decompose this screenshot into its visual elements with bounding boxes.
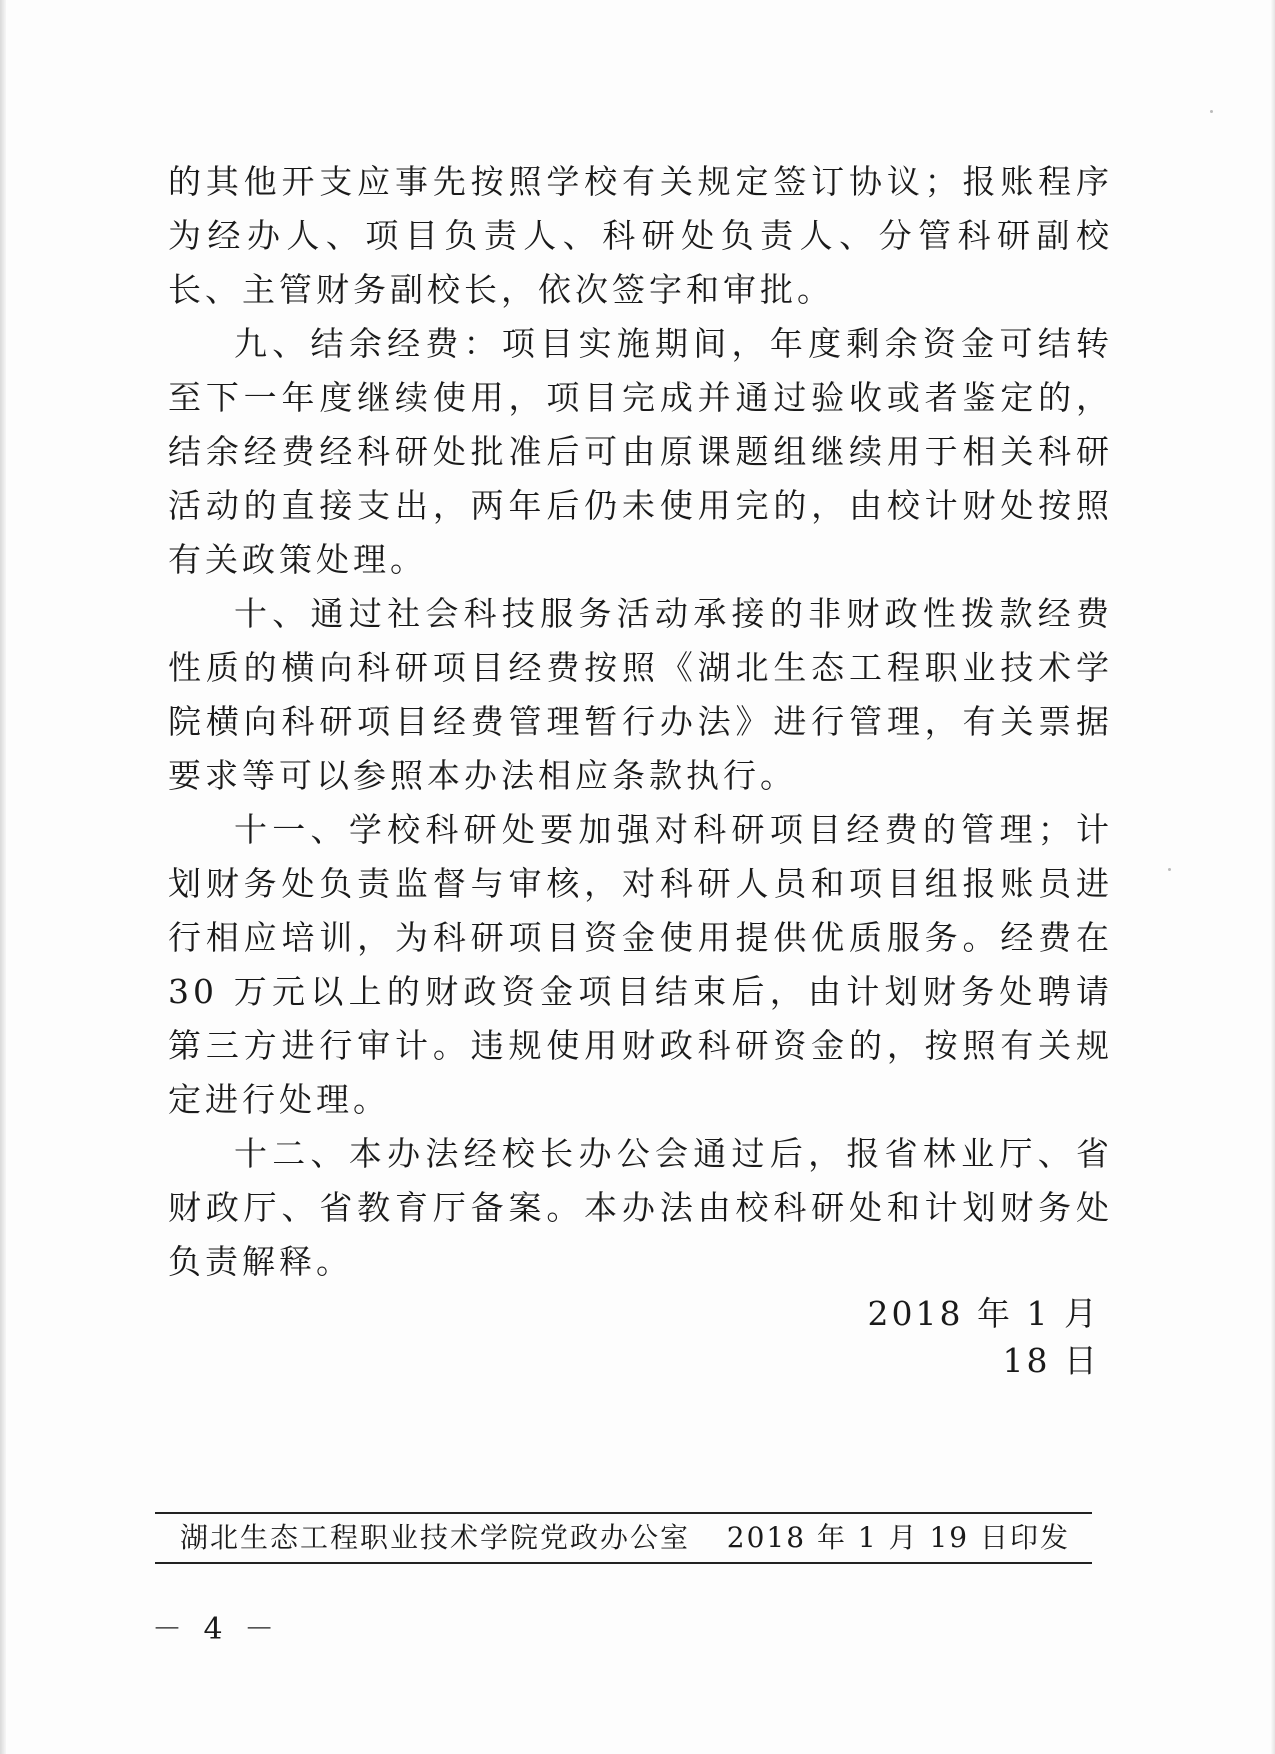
footer-bottom-rule (155, 1562, 1092, 1564)
footer-print-date: 2018 年 1 月 19 日印发 (726, 1521, 1070, 1554)
paragraph-article-10: 十、通过社会科技服务活动承接的非财政性拨款经费性质的横向科研项目经费按照《湖北生态工程职业技术学院横向科研项目经费管理暂行办法》进行管理，有关票据要求等可以参照本办法相应条款执行。 (168, 594, 1113, 795)
document-body (168, 155, 1113, 1289)
paragraph-article-9: 九、结余经费：项目实施期间，年度剩余资金可结转至下一年度继续使用，项目完成并通过验收或者鉴定的，结余经费经科研处批准后可由原课题组继续用于相关科研活动的直接支出，两年后仍未使用完的，由校计财处按照有关政策处理。 (168, 324, 1113, 579)
page-number: － 4 － (152, 1612, 281, 1647)
signature-date: 2018 年 1 月 18 日 (867, 1294, 1100, 1380)
paragraph-article-12: 十二、本办法经校长办公会通过后，报省林业厅、省财政厅、省教育厅备案。本办法由校科研处和计划财务处负责解释。 (168, 1134, 1113, 1281)
footer-issuer: 湖北生态工程职业技术学院党政办公室 (180, 1521, 691, 1554)
paragraph-continued: 的其他开支应事先按照学校有关规定签订协议；报账程序为经办人、项目负责人、科研处负责人、分管科研副校长、主管财务副校长，依次签字和审批。 (168, 162, 1113, 309)
scan-speck (1168, 868, 1171, 871)
scan-right-edge (1271, 0, 1275, 1754)
footer-imprint (180, 1518, 1080, 1558)
paragraph-article-11: 十一、学校科研处要加强对科研项目经费的管理；计划财务处负责监督与审核，对科研人员和项目组报账员进行相应培训，为科研项目资金使用提供优质服务。经费在 30 万元以上的财政资金项目结束后，由计划财务处聘请第三方进行审计。违规使用财政科研资金的，按照有关规定进行处理。 (168, 810, 1113, 1119)
scan-speck (1210, 110, 1213, 113)
scan-left-edge (0, 0, 6, 1754)
footer-top-rule (155, 1512, 1092, 1514)
